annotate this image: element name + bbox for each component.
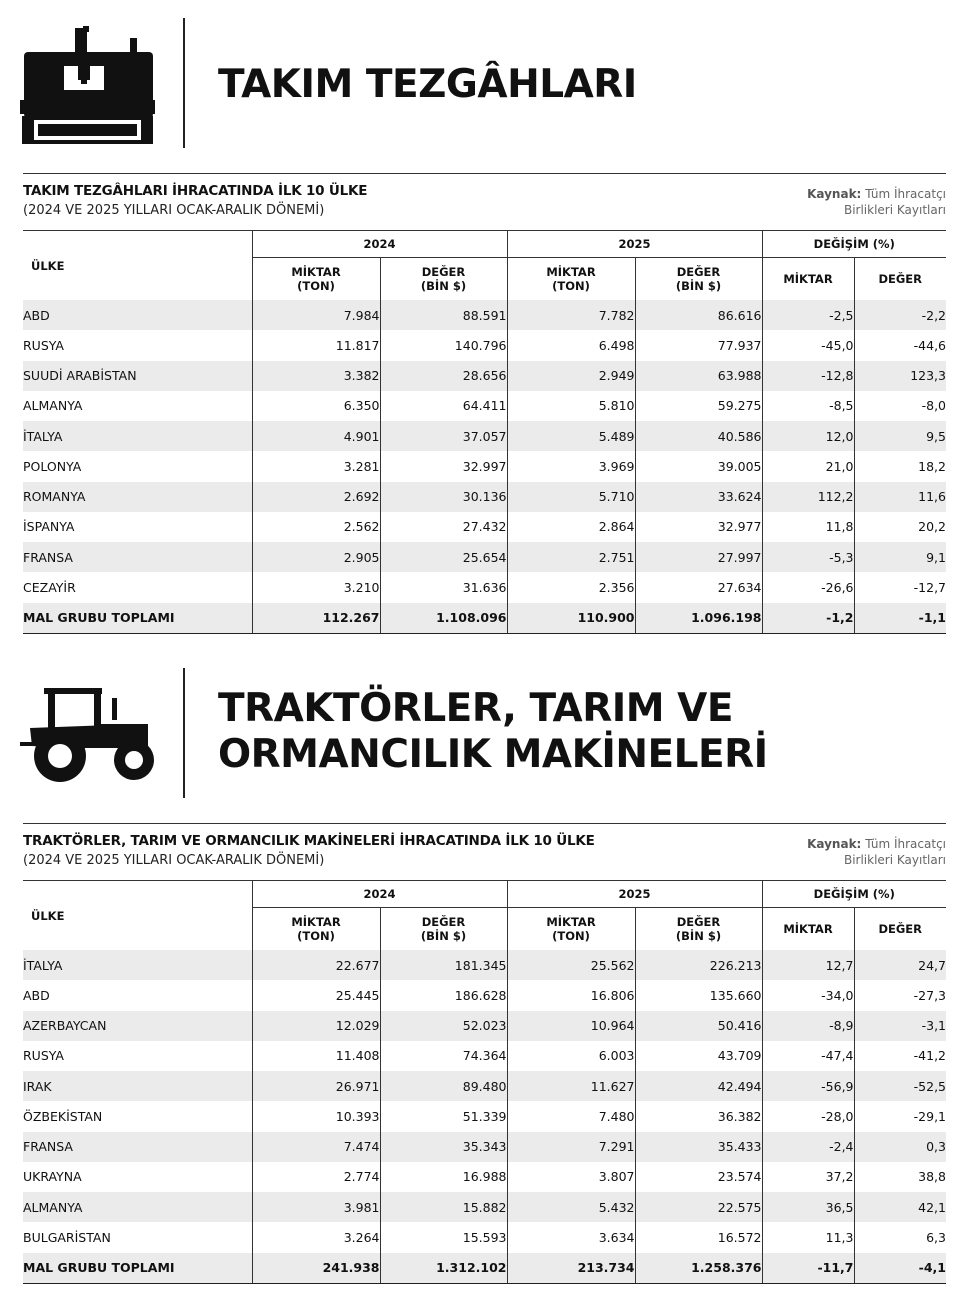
- header-value: DEĞER (BİN $): [380, 258, 507, 301]
- header-divider: [183, 18, 185, 148]
- table-title: TAKIM TEZGÂHLARI İHRACATINDA İLK 10 ÜLKE: [23, 183, 368, 199]
- table-subtitle: (2024 VE 2025 YILLARI OCAK-ARALIK DÖNEMİ): [23, 203, 325, 218]
- header-qty: MİKTAR (TON): [507, 908, 635, 951]
- table-row: BULGARİSTAN 3.264 15.593 3.634 16.572 11,3 6,3: [23, 1222, 946, 1252]
- header-year-2025: 2025: [507, 231, 762, 258]
- header-year-2024: 2024: [252, 231, 507, 258]
- table-row: RUSYA 11.408 74.364 6.003 43.709 -47,4 -41,2: [23, 1041, 946, 1071]
- header-change: DEĞİŞİM (%): [762, 231, 946, 258]
- table-title: TRAKTÖRLER, TARIM VE ORMANCILIK MAKİNELERİ İHRACATINDA İLK 10 ÜLKE: [23, 833, 595, 849]
- header-divider: [183, 668, 185, 798]
- source-note: [807, 186, 946, 218]
- table-row: RUSYA 11.817 140.796 6.498 77.937 -45,0 -44,6: [23, 330, 946, 360]
- top-rule: [23, 823, 946, 824]
- source-line2: Birlikleri Kayıtları: [843, 203, 946, 217]
- source-line1: Tüm İhracatçı: [865, 837, 946, 851]
- header-value: DEĞER (BİN $): [380, 908, 507, 951]
- table-row: FRANSA 7.474 35.343 7.291 35.433 -2,4 0,3: [23, 1132, 946, 1162]
- header-change-qty: MİKTAR: [762, 258, 854, 301]
- header-change-value: DEĞER: [854, 908, 946, 951]
- table-row: IRAK 26.971 89.480 11.627 42.494 -56,9 -52,5: [23, 1071, 946, 1101]
- source-label: Kaynak:: [807, 837, 862, 851]
- header-value: DEĞER (BİN $): [635, 908, 762, 951]
- top-rule: [23, 173, 946, 174]
- table-row: POLONYA 3.281 32.997 3.969 39.005 21,0 18,2: [23, 451, 946, 481]
- table-row: FRANSA 2.905 25.654 2.751 27.997 -5,3 9,1: [23, 542, 946, 572]
- header-change-value: DEĞER: [854, 258, 946, 301]
- table-row: ABD 25.445 186.628 16.806 135.660 -34,0 -27,3: [23, 980, 946, 1010]
- table-row: İSPANYA 2.562 27.432 2.864 32.977 11,8 20,2: [23, 512, 946, 542]
- header-change: DEĞİŞİM (%): [762, 881, 946, 908]
- page-title: TAKIM TEZGÂHLARI: [218, 62, 637, 107]
- cnc-machine-icon: [20, 24, 155, 146]
- table-row: UKRAYNA 2.774 16.988 3.807 23.574 37,2 38,8: [23, 1162, 946, 1192]
- table-row: ABD 7.984 88.591 7.782 86.616 -2,5 -2,2: [23, 300, 946, 330]
- table-row: ALMANYA 3.981 15.882 5.432 22.575 36,5 42,1: [23, 1192, 946, 1222]
- header-year-2024: 2024: [252, 881, 507, 908]
- table-row: ROMANYA 2.692 30.136 5.710 33.624 112,2 11,6: [23, 482, 946, 512]
- table-row: CEZAYİR 3.210 31.636 2.356 27.634 -26,6 -12,7: [23, 572, 946, 602]
- source-label: Kaynak:: [807, 187, 862, 201]
- header-qty: MİKTAR (TON): [252, 258, 380, 301]
- source-note: [807, 836, 946, 868]
- table-row: İTALYA 4.901 37.057 5.489 40.586 12,0 9,5: [23, 421, 946, 451]
- page-title: TRAKTÖRLER, TARIM VE ORMANCILIK MAKİNELERİ: [218, 686, 768, 777]
- data-table: [23, 230, 946, 634]
- table-row: SUUDİ ARABİSTAN 3.382 28.656 2.949 63.988 -12,8 123,3: [23, 361, 946, 391]
- table-subtitle: (2024 VE 2025 YILLARI OCAK-ARALIK DÖNEMİ): [23, 853, 325, 868]
- source-line1: Tüm İhracatçı: [865, 187, 946, 201]
- header-country: ÜLKE: [23, 881, 252, 951]
- header-country: ÜLKE: [23, 231, 252, 301]
- header-value: DEĞER (BİN $): [635, 258, 762, 301]
- tractor-icon: [20, 684, 160, 784]
- header-qty: MİKTAR (TON): [507, 258, 635, 301]
- table-total-row: MAL GRUBU TOPLAMI 112.267 1.108.096 110.900 1.096.198 -1,2 -1,1: [23, 603, 946, 634]
- table-row: ÖZBEKİSTAN 10.393 51.339 7.480 36.382 -28,0 -29,1: [23, 1101, 946, 1131]
- header-change-qty: MİKTAR: [762, 908, 854, 951]
- header-year-2025: 2025: [507, 881, 762, 908]
- table-total-row: MAL GRUBU TOPLAMI 241.938 1.312.102 213.734 1.258.376 -11,7 -4,1: [23, 1253, 946, 1284]
- data-table: [23, 880, 946, 1284]
- table-row: İTALYA 22.677 181.345 25.562 226.213 12,7 24,7: [23, 950, 946, 980]
- table-row: ALMANYA 6.350 64.411 5.810 59.275 -8,5 -8,0: [23, 391, 946, 421]
- header-qty: MİKTAR (TON): [252, 908, 380, 951]
- source-line2: Birlikleri Kayıtları: [843, 853, 946, 867]
- table-row: AZERBAYCAN 12.029 52.023 10.964 50.416 -8,9 -3,1: [23, 1011, 946, 1041]
